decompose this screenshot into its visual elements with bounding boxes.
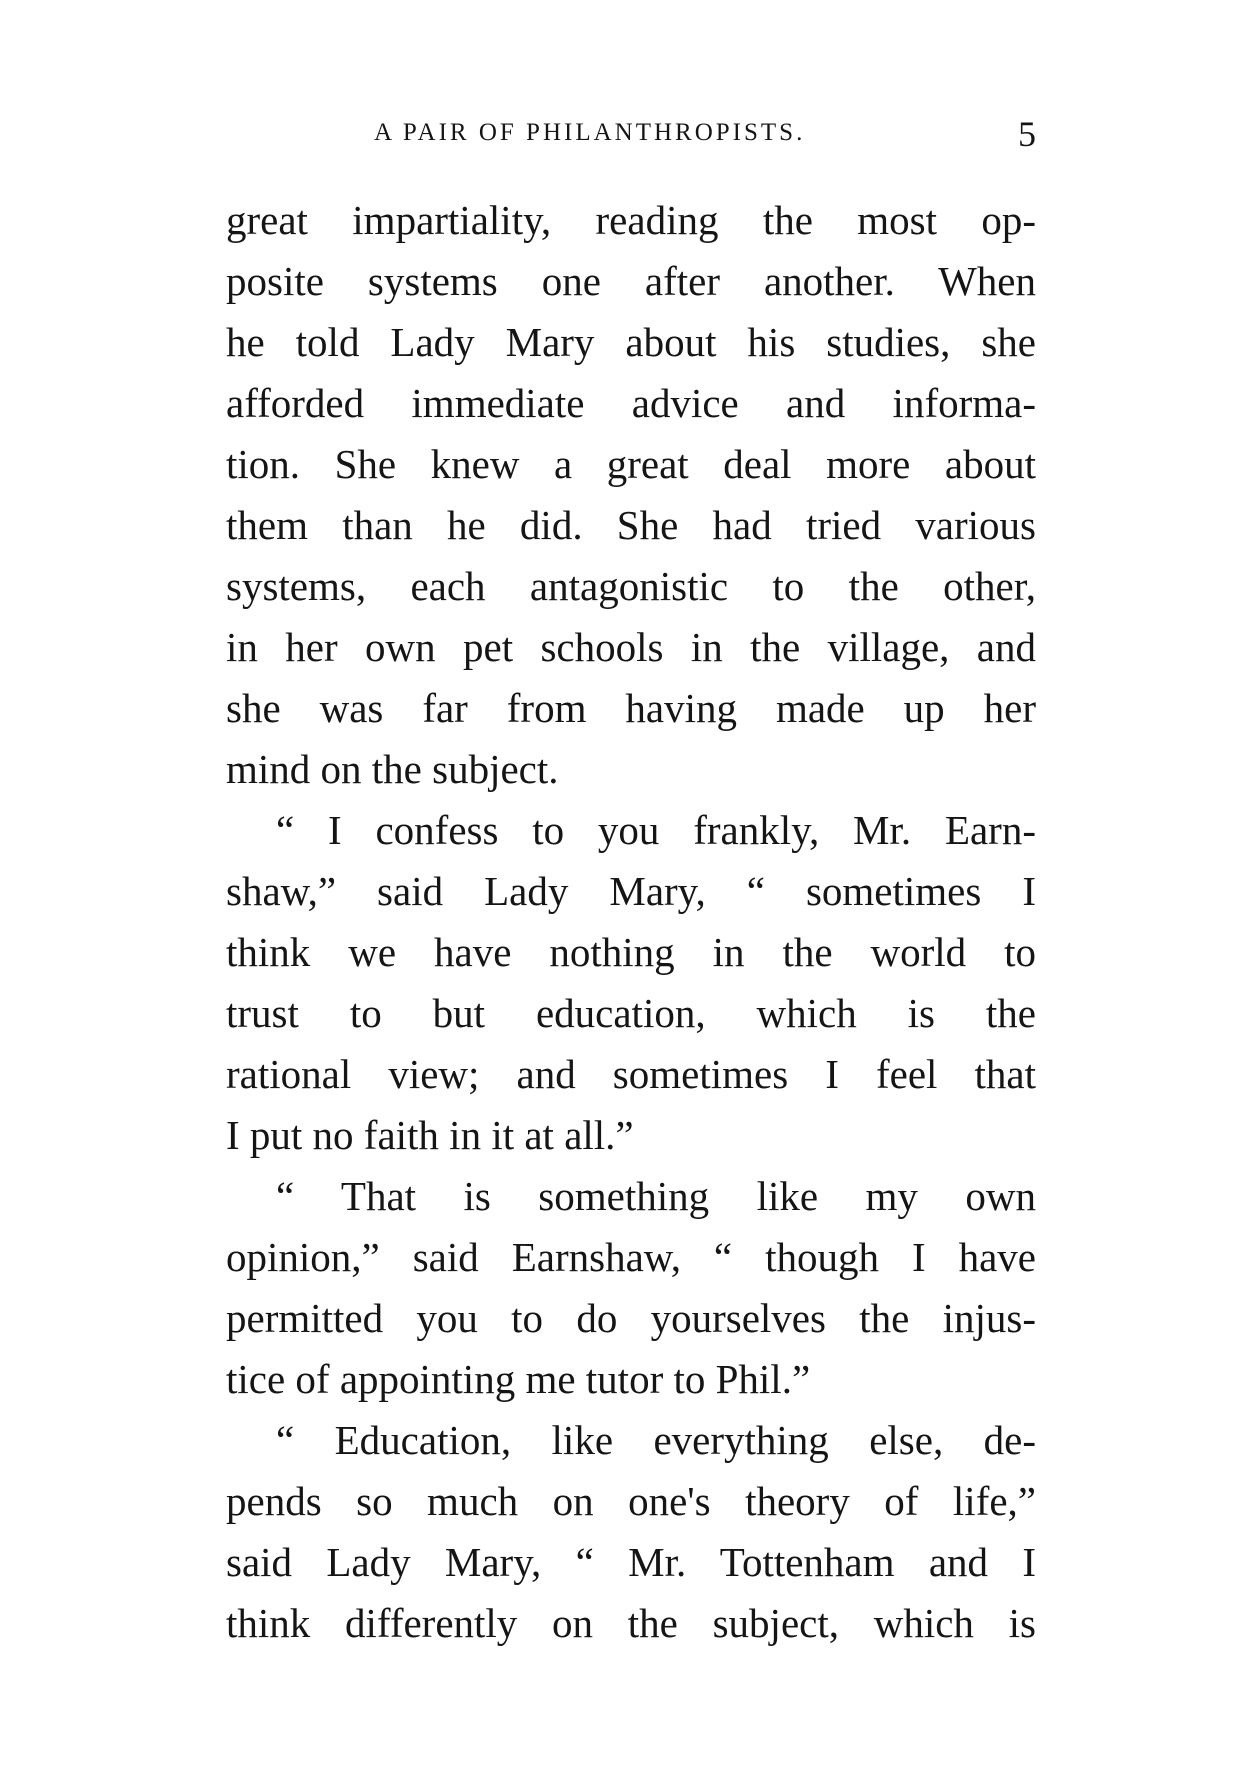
text-line: tice of appointing me tutor to Phil.” — [226, 1356, 811, 1402]
text-line: pends so much on one's theory of life,” — [226, 1478, 1036, 1524]
text-body — [226, 190, 1036, 1654]
text-line: afforded immediate advice and informa- — [226, 380, 1036, 426]
paragraph — [226, 800, 1036, 1166]
text-line: she was far from having made up her — [226, 685, 1036, 731]
text-line: “ That is something like my own — [276, 1173, 1036, 1219]
running-head — [226, 113, 1042, 157]
text-line: in her own pet schools in the village, and — [226, 624, 1036, 670]
text-line: systems, each antagonistic to the other, — [226, 563, 1036, 609]
text-line: tion. She knew a great deal more about — [226, 441, 1036, 487]
text-line: think differently on the subject, which is — [226, 1600, 1036, 1646]
text-line: “ I confess to you frankly, Mr. Earn- — [276, 807, 1036, 853]
running-title: A PAIR OF PHILANTHROPISTS. — [374, 119, 806, 146]
text-line: opinion,” said Earnshaw, “ though I have — [226, 1234, 1036, 1280]
text-line: shaw,” said Lady Mary, “ sometimes I — [226, 868, 1036, 914]
text-line: posite systems one after another. When — [226, 258, 1036, 304]
paragraph — [226, 1166, 1036, 1410]
text-line: mind on the subject. — [226, 746, 559, 792]
text-line: he told Lady Mary about his studies, she — [226, 319, 1036, 365]
text-line: I put no faith in it at all.” — [226, 1112, 634, 1158]
page-number: 5 — [1018, 114, 1036, 154]
text-line: trust to but education, which is the — [226, 990, 1036, 1036]
paragraph — [226, 190, 1036, 800]
text-line: them than he did. She had tried various — [226, 502, 1036, 548]
text-line: think we have nothing in the world to — [226, 929, 1036, 975]
text-line: great impartiality, reading the most op- — [226, 197, 1036, 243]
text-line: “ Education, like everything else, de- — [276, 1417, 1036, 1463]
paragraph — [226, 1410, 1036, 1654]
text-line: permitted you to do yourselves the injus- — [226, 1295, 1036, 1341]
text-line: rational view; and sometimes I feel that — [226, 1051, 1036, 1097]
text-line: said Lady Mary, “ Mr. Tottenham and I — [226, 1539, 1036, 1585]
